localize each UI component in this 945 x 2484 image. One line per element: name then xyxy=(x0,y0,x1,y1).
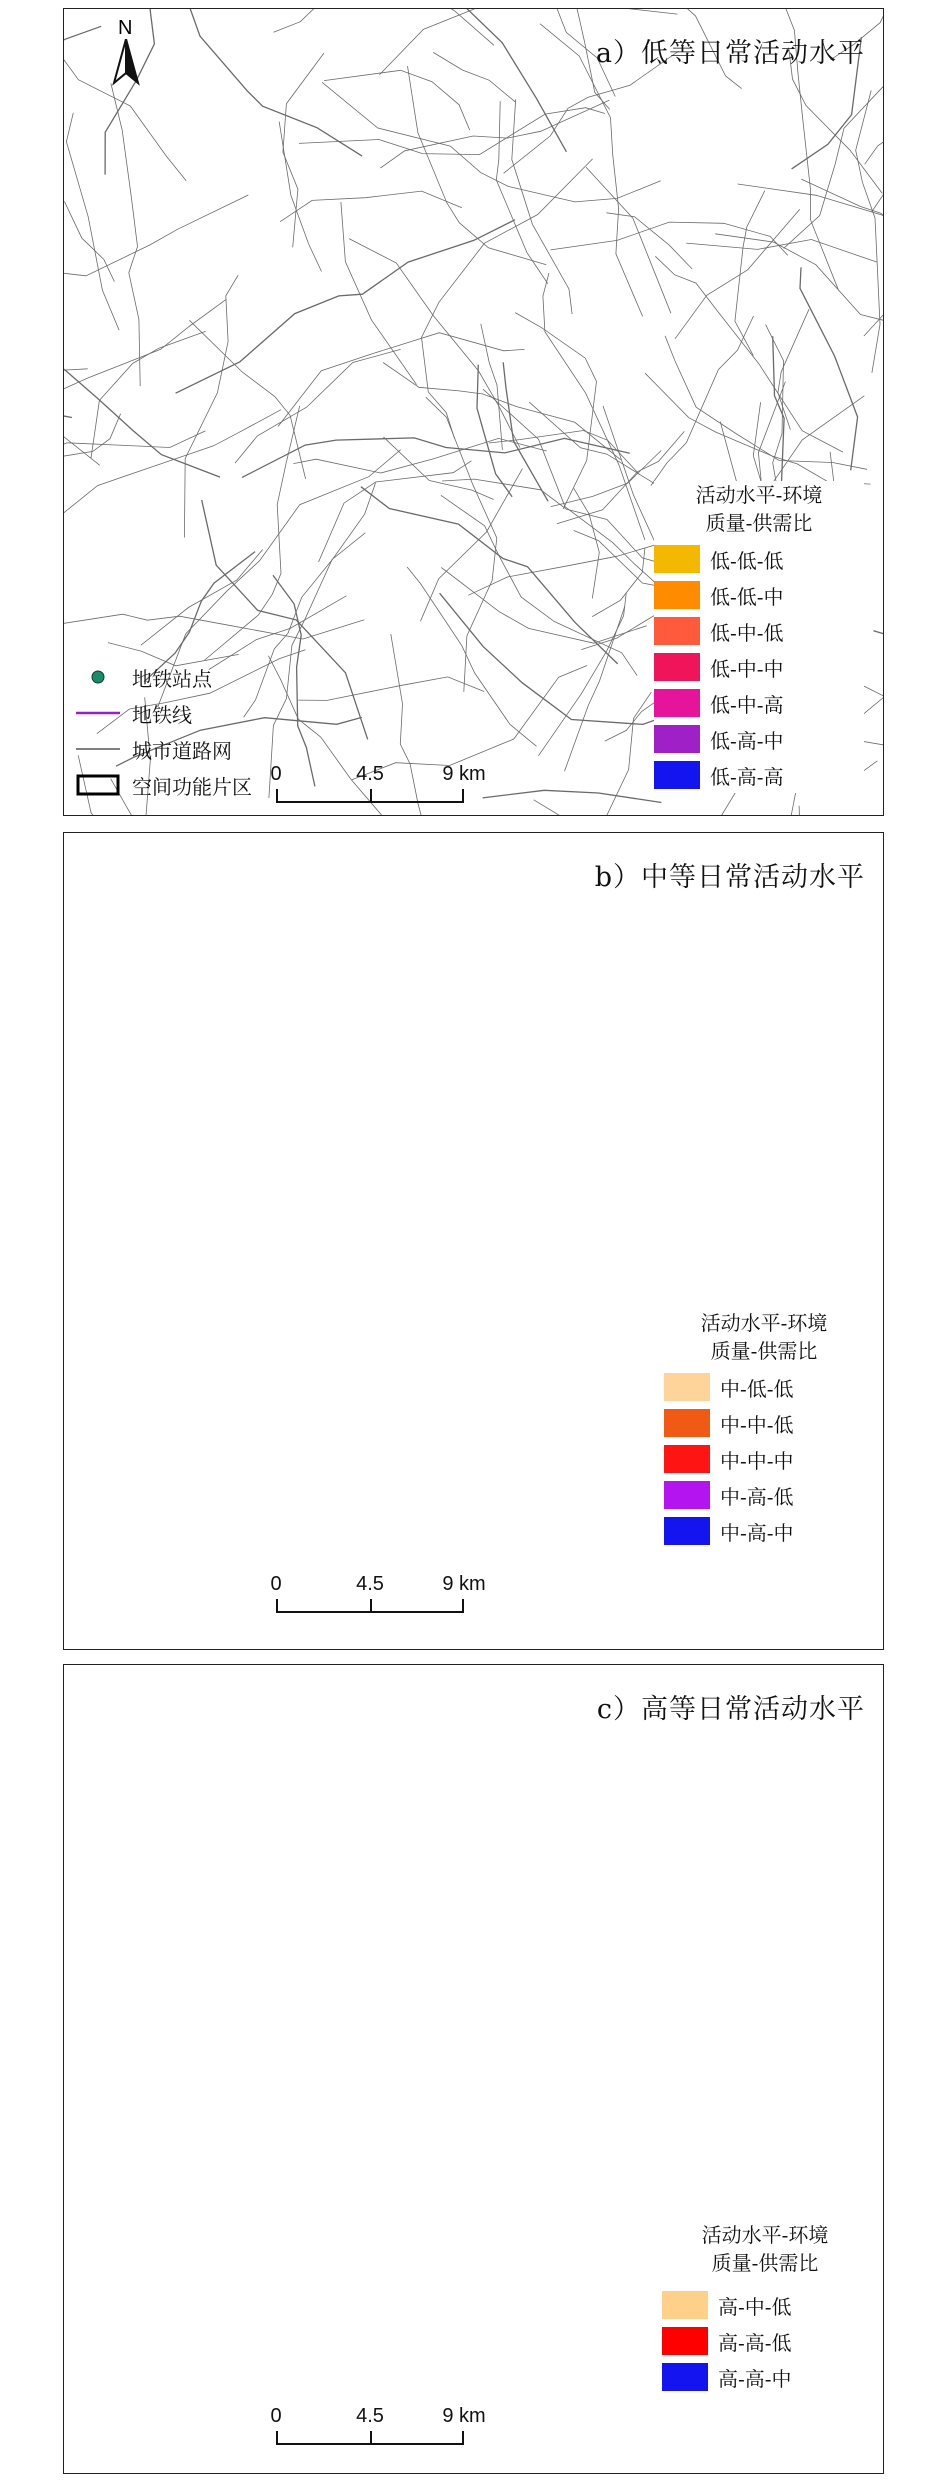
road xyxy=(645,373,870,484)
legend-label: 中-高-中 xyxy=(720,1520,794,1545)
road xyxy=(592,548,645,616)
road xyxy=(64,614,364,639)
road xyxy=(586,167,671,313)
road xyxy=(126,9,362,156)
legend-zone: 空间功能片区 xyxy=(74,767,252,803)
legend-label: 低-低-中 xyxy=(710,584,784,609)
road xyxy=(543,273,645,540)
road xyxy=(64,410,281,547)
legend-metro-line: 地铁线 xyxy=(132,702,192,727)
road xyxy=(477,365,512,497)
road xyxy=(64,356,88,371)
legend-swatch xyxy=(664,1481,710,1509)
legend-title-1: 活动水平-环境 xyxy=(695,483,823,507)
legend-item xyxy=(664,1477,864,1513)
legend-title-1: 活动水平-环境 xyxy=(701,2223,829,2247)
legend-swatch xyxy=(664,1517,710,1545)
road xyxy=(235,349,401,463)
legend-label: 低-中-中 xyxy=(710,656,784,681)
legend-label: 高-高-中 xyxy=(718,2366,792,2391)
road xyxy=(279,122,321,272)
legend-swatch xyxy=(662,2363,708,2391)
road xyxy=(574,488,600,598)
legend xyxy=(664,1309,864,1549)
legend-item xyxy=(654,613,864,649)
legend-label: 低-高-高 xyxy=(710,764,784,789)
road xyxy=(324,70,470,130)
road xyxy=(273,575,315,786)
scale-bar: 0 4.5 9 km xyxy=(276,1573,464,1613)
road xyxy=(440,593,668,724)
road xyxy=(503,362,548,501)
legend-item xyxy=(664,1405,864,1441)
legend-item xyxy=(662,2359,868,2395)
legend-swatch xyxy=(654,581,700,609)
legend-swatch xyxy=(662,2291,708,2319)
legend-label: 中-低-低 xyxy=(720,1376,794,1401)
legend-label: 低-高-中 xyxy=(710,728,784,753)
legend-label: 高-中-低 xyxy=(718,2294,792,2319)
road xyxy=(64,201,114,281)
road xyxy=(651,316,754,486)
legend xyxy=(662,2221,868,2395)
road xyxy=(269,533,365,798)
legend-label: 低-中-低 xyxy=(710,620,784,645)
road xyxy=(244,483,376,717)
legend-title-2: 质量-供需比 xyxy=(710,1339,818,1363)
road xyxy=(64,414,121,460)
road xyxy=(283,53,324,247)
legend-title-1: 活动水平-环境 xyxy=(700,1311,828,1335)
legend-item xyxy=(664,1513,864,1549)
panel-title: a）低等日常活动水平 xyxy=(595,38,865,69)
legend-item xyxy=(662,2287,868,2323)
road xyxy=(551,451,661,507)
road xyxy=(559,692,652,815)
road xyxy=(141,550,263,646)
road xyxy=(735,191,765,356)
legend-swatch xyxy=(664,1373,710,1401)
legend-title-2: 质量-供需比 xyxy=(711,2251,819,2275)
legend-item xyxy=(654,757,864,793)
road xyxy=(320,9,494,45)
road xyxy=(606,213,692,269)
legend-label: 低-中-高 xyxy=(710,692,784,717)
road xyxy=(341,202,417,385)
north-arrow-icon xyxy=(106,39,146,99)
legend-station: 地铁站点 xyxy=(74,659,252,695)
road xyxy=(800,267,858,470)
legend-swatch xyxy=(664,1445,710,1473)
road xyxy=(468,540,672,595)
road xyxy=(64,291,100,466)
scale-bar: 0 4.5 9 km xyxy=(276,2405,464,2445)
scale-bar: 0 4.5 9 km xyxy=(276,763,464,803)
road xyxy=(433,52,515,101)
panel-title: b）中等日常活动水平 xyxy=(594,862,865,893)
road xyxy=(801,179,883,407)
road xyxy=(64,369,220,477)
road xyxy=(865,102,883,165)
legend-item xyxy=(654,577,864,613)
road xyxy=(655,256,843,452)
road xyxy=(534,800,717,815)
map-panel-b xyxy=(63,832,884,1650)
road xyxy=(512,99,572,314)
road xyxy=(421,469,523,622)
road xyxy=(799,806,829,815)
legend-label: 高-高-低 xyxy=(718,2330,792,2355)
road xyxy=(515,313,596,509)
legend-item xyxy=(654,541,864,577)
legend-item xyxy=(664,1369,864,1405)
road xyxy=(361,487,618,664)
legend-item xyxy=(664,1441,864,1477)
legend-label: 中-中-低 xyxy=(720,1412,794,1437)
legend-swatch xyxy=(654,761,700,789)
map-panel-c xyxy=(63,1664,884,2474)
road xyxy=(280,191,462,222)
legend-swatch xyxy=(654,617,700,645)
legend-road: 城市道路网 xyxy=(132,738,232,763)
road xyxy=(111,83,140,386)
legend-label: 中-中-中 xyxy=(720,1448,794,1473)
road xyxy=(322,82,661,202)
road xyxy=(274,9,515,32)
legend-swatch xyxy=(654,653,700,681)
road xyxy=(278,333,525,427)
road xyxy=(64,431,205,501)
legend-swatch xyxy=(654,725,700,753)
road xyxy=(64,299,226,453)
legend-item xyxy=(654,685,864,721)
map-panel-a: N a）低等日常活动水平 活动水平-环境 质量-供需比 低-低-低 低-低-中 低-中-低 低-中-中 低-中-高 低-高-中 低-高-高 地铁站点 地铁线 城市道路网 空间功能片区 0 4.5 9 km xyxy=(63,8,884,816)
road xyxy=(665,336,867,469)
legend-item xyxy=(654,721,864,757)
legend-item xyxy=(654,649,864,685)
road xyxy=(856,90,880,372)
road xyxy=(205,406,300,660)
legend-label: 中-高-低 xyxy=(720,1484,794,1509)
legend xyxy=(654,481,864,793)
road xyxy=(565,606,625,771)
road xyxy=(64,26,101,219)
road xyxy=(538,593,626,755)
road xyxy=(293,438,546,473)
road xyxy=(64,403,72,418)
legend-item xyxy=(662,2323,868,2359)
legend-swatch xyxy=(654,545,700,573)
road xyxy=(874,631,884,815)
legend-swatch xyxy=(664,1409,710,1437)
road xyxy=(184,275,238,537)
legend-label: 低-低-低 xyxy=(710,548,784,573)
legend-title-2: 质量-供需比 xyxy=(705,511,813,535)
road xyxy=(489,431,640,475)
road xyxy=(675,209,800,339)
layer-legend xyxy=(74,659,252,803)
road xyxy=(408,66,547,265)
panel-title: c）高等日常活动水平 xyxy=(596,1694,865,1725)
legend-swatch xyxy=(662,2327,708,2355)
road xyxy=(349,239,520,448)
road xyxy=(686,240,877,263)
road xyxy=(483,790,662,802)
legend-swatch xyxy=(654,689,700,717)
road xyxy=(298,677,484,701)
